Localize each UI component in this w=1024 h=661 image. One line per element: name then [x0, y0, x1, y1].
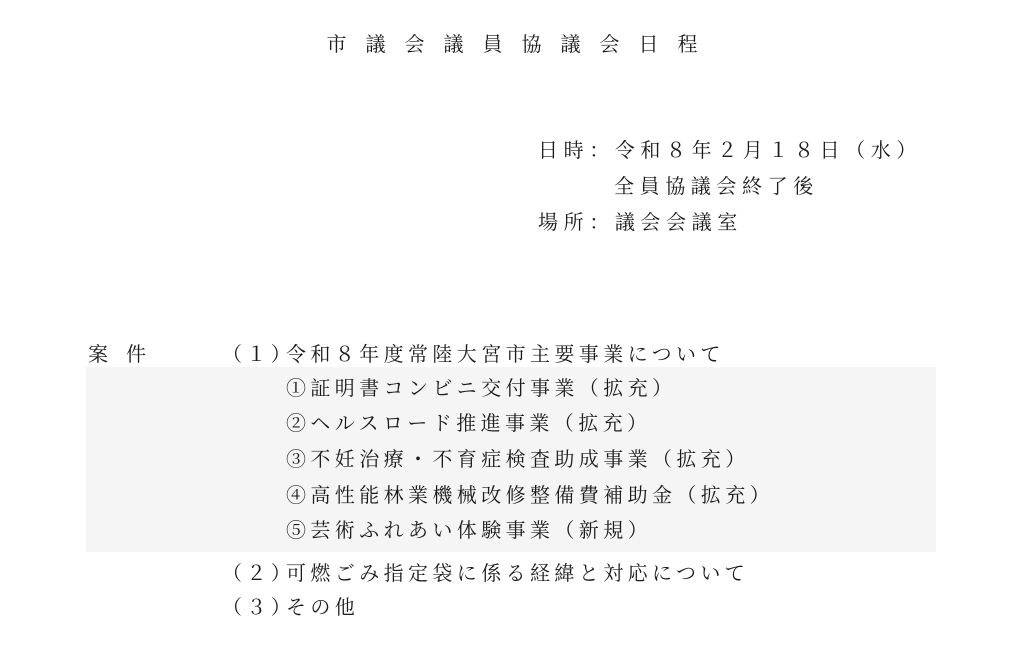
agenda-item-number: （２） [222, 561, 296, 585]
agenda-sub-item-text: ①証明書コンビニ交付事業（拡充） [286, 376, 677, 400]
datetime-row [538, 132, 922, 168]
agenda-item-number: （１） [222, 342, 296, 366]
items-label: 案件 [88, 342, 164, 366]
datetime-value: 令和８年２月１８日（水） [614, 138, 923, 162]
datetime-note: 全員協議会終了後 [614, 174, 819, 198]
agenda-item-number: （３） [222, 595, 296, 619]
agenda-sub-item-text: ④高性能林業機械改修整備費補助金（拡充） [286, 483, 774, 507]
datetime-label: 日時： [538, 138, 615, 162]
schedule-block [538, 132, 922, 240]
place-row [538, 204, 922, 240]
agenda-item-text: 令和８年度常陸大宮市主要事業について [286, 342, 725, 366]
agenda-sub-item-text: ⑤芸術ふれあい体験事業（新規） [286, 518, 652, 542]
agenda-item-text: その他 [286, 595, 360, 619]
document-title: 市議会議員協議会日程 [326, 32, 717, 56]
place-value: 議会会議室 [614, 210, 743, 234]
agenda-sub-item-text: ②ヘルスロード推進事業（拡充） [286, 411, 652, 435]
place-label: 場所： [538, 210, 615, 234]
agenda-sub-item-text: ③不妊治療・不育症検査助成事業（拡充） [286, 447, 750, 471]
agenda-item-text: 可燃ごみ指定袋に係る経緯と対応について [286, 561, 750, 585]
